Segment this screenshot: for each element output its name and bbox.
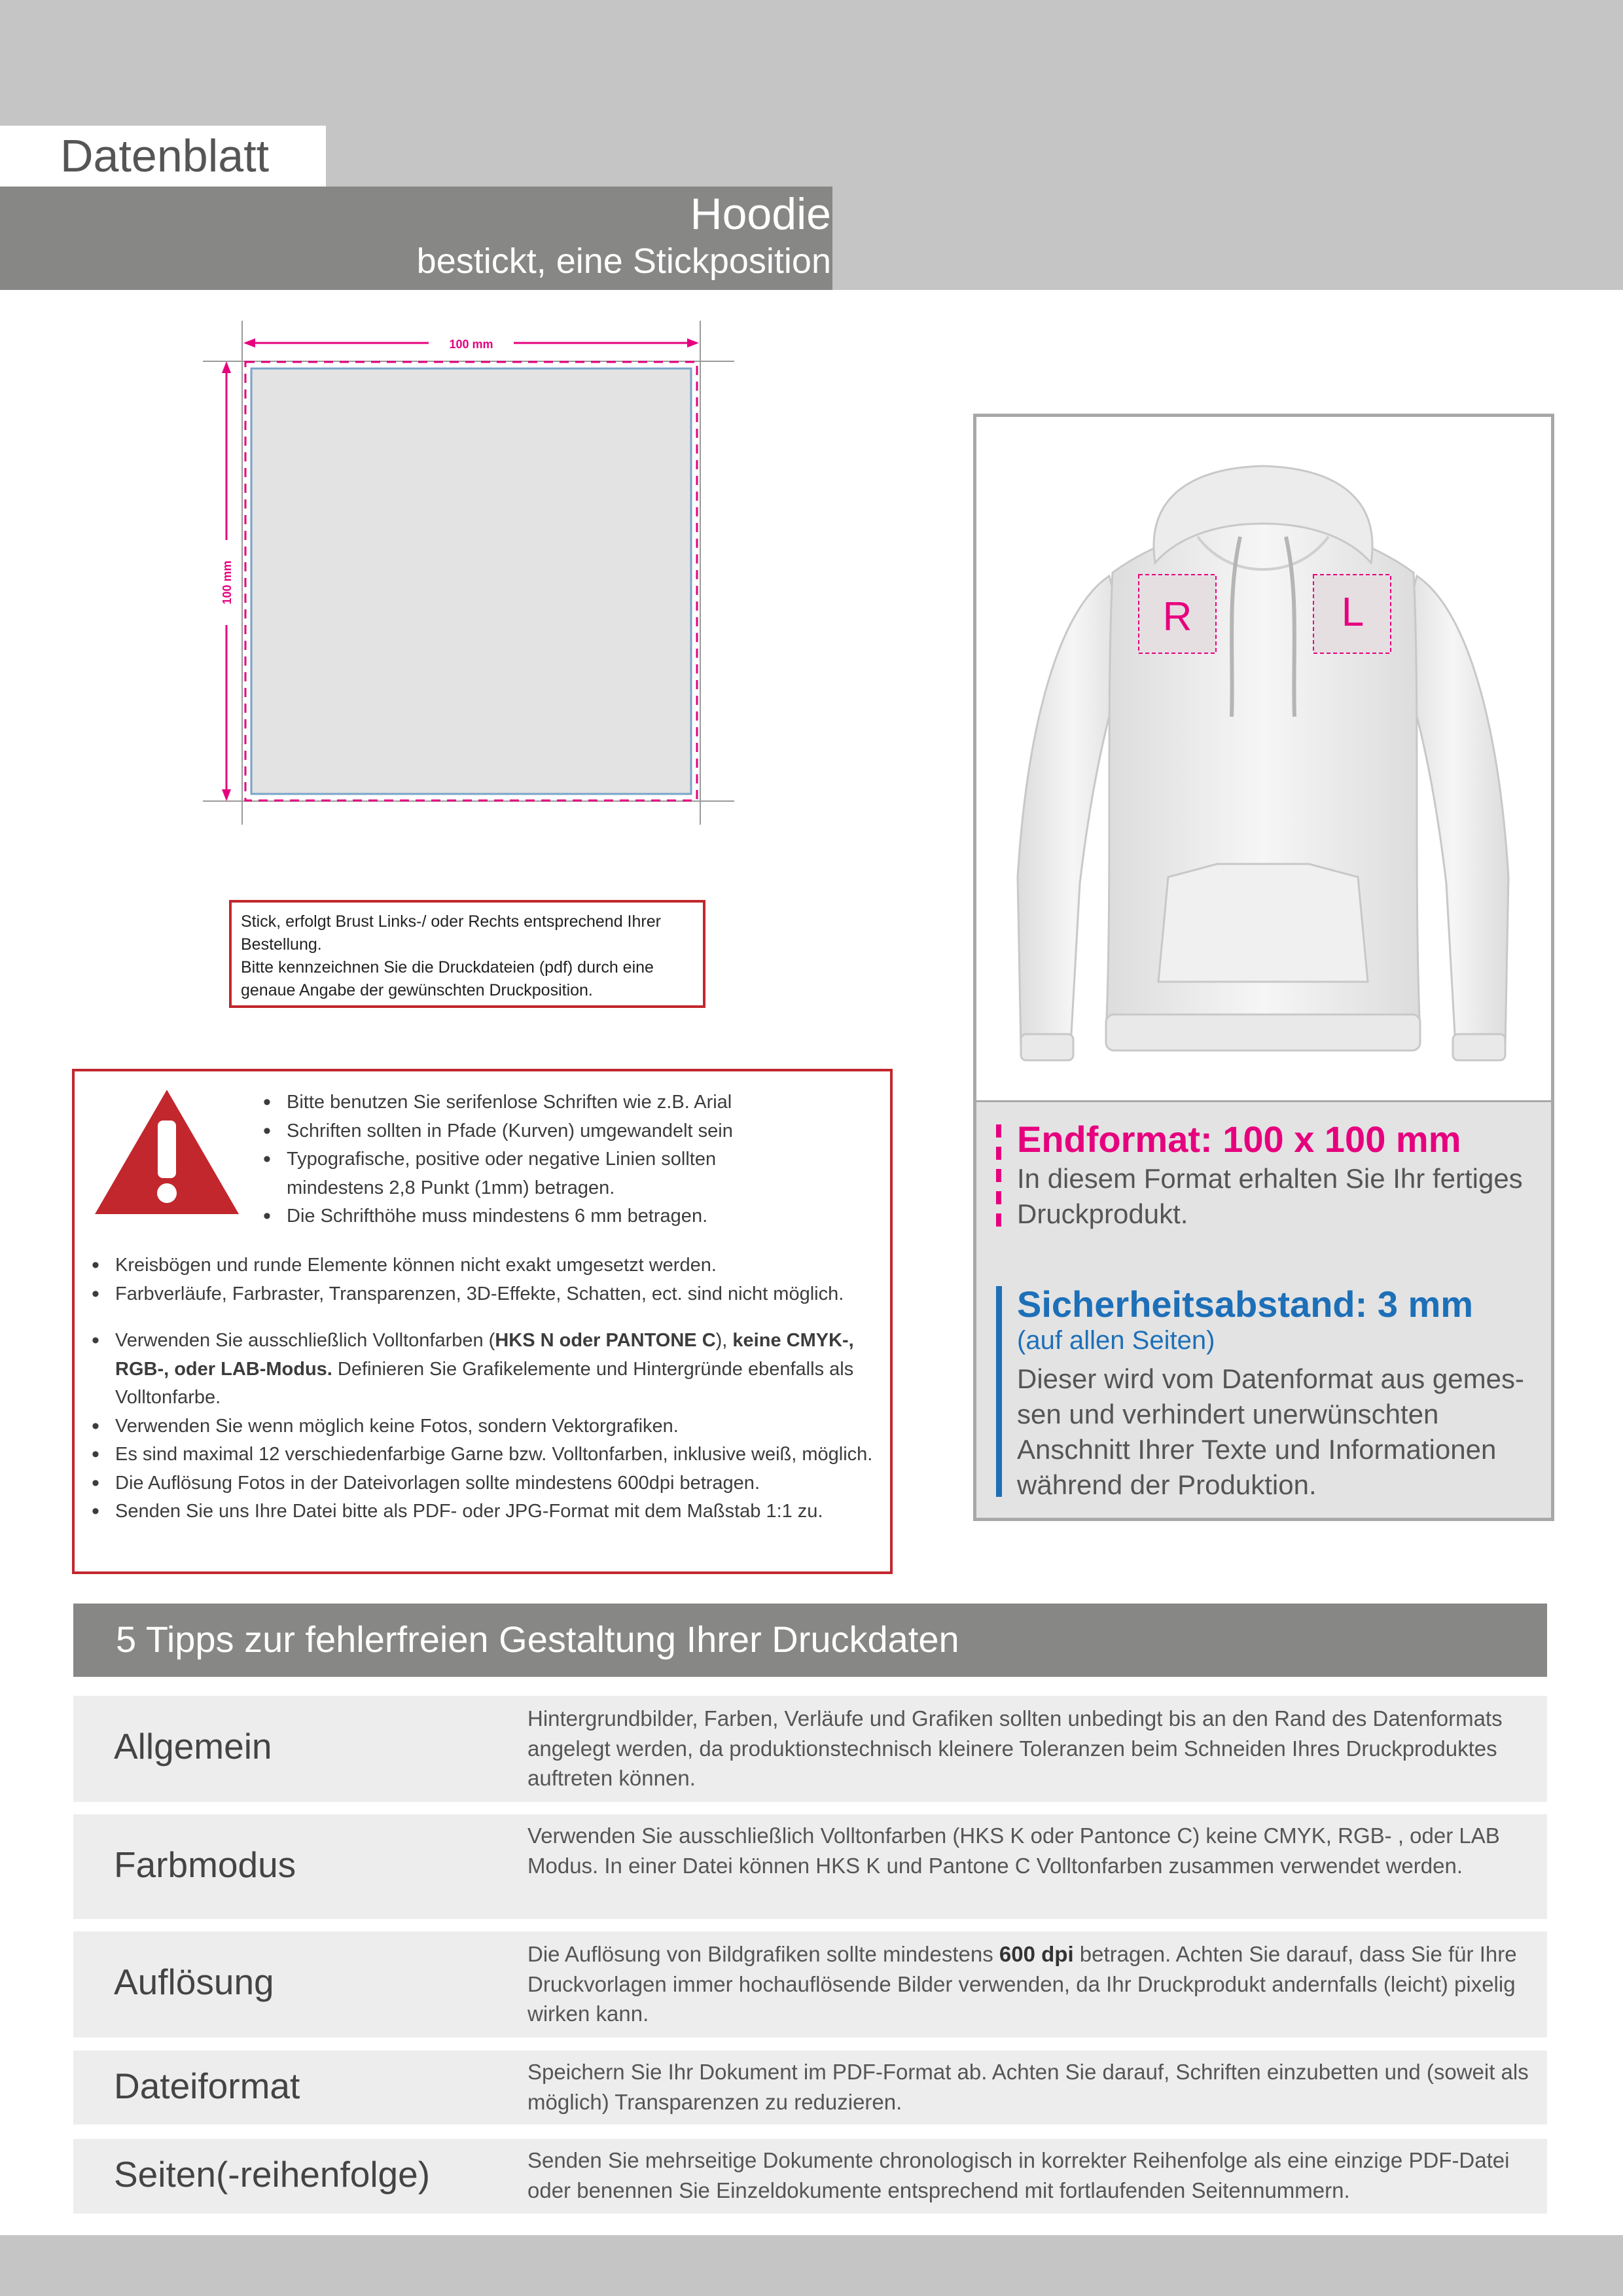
tip-row-aufloesung: [73, 1931, 1547, 2037]
tip-label: Auflösung: [114, 1962, 274, 2002]
text-segment-bold: keine CMYK-, RGB-, oder LAB-Modus.: [115, 1330, 854, 1380]
placement-note-line: Bitte kennzeichnen Sie die Druckdateien (pdf) durch eine genaue Angabe der gewünschten Druckposition.: [241, 958, 654, 999]
tip-label: Farbmodus: [114, 1844, 296, 1885]
safe-area: [251, 368, 691, 794]
document-type-label: Datenblatt: [60, 130, 270, 181]
warning-triangle-icon: [92, 1086, 242, 1217]
warning-item-volltonfarben: [92, 1327, 883, 1412]
warning-item: • Die Schrifthöhe muss mindestens 6 mm betragen.: [263, 1202, 878, 1231]
placement-note: [229, 900, 705, 1008]
tip-row-seitenreihenfolge: [73, 2139, 1547, 2214]
tip-text: Senden Sie mehrseitige Dokumente chronologisch in korrekter Reihenfolge als eine einzige PDF-Datei oder benennen Sie Einzeldokumente entsprechend mit fortlaufenden Seitennummern.: [527, 2148, 1510, 2202]
tip-label: Allgemein: [114, 1726, 272, 1767]
warning-item: • Die Auflösung Fotos in der Dateivorlagen sollte mindestens 600dpi betragen.: [92, 1469, 883, 1498]
tip-row-farbmodus: [73, 1814, 1547, 1919]
tip-text: Hintergrundbilder, Farben, Verläufe und Grafiken sollten unbedingt bis an den Rand des Datenformats angelegt werden, da produktionstechnisch kleinere Toleranzen beim Schneiden Ihres Druckproduktes auftreten können.: [527, 1706, 1503, 1790]
text-segment: betragen. Achten Sie darauf, dass Sie für Ihre Druckvorlagen immer hochauflösende Bilder verwenden, da Ihr Druckprodukt andernfalls (leicht) pixelig wirken kann.: [527, 1942, 1517, 2026]
warning-item: • Schriften sollten in Pfade (Kurven) umgewandelt sein: [263, 1117, 878, 1146]
warning-list-bottom: [92, 1327, 883, 1526]
product-title: Hoodie: [690, 189, 831, 239]
tip-text: Verwenden Sie ausschließlich Volltonfarben (HKS K oder Pantonce C) keine CMYK, RGB- , oder LAB Modus. In einer Datei können HKS K und Pantone C Volltonfarben zusammen verwendet werden.: [527, 1823, 1500, 1878]
height-label: 100 mm: [221, 560, 234, 605]
warning-list-top: [263, 1088, 878, 1231]
text-segment-bold: HKS N oder PANTONE C: [495, 1330, 716, 1351]
warning-item: • Farbverläufe, Farbraster, Transparenzen, 3D-Effekte, Schatten, ect. sind nicht möglich.: [92, 1280, 877, 1309]
tip-label: Seiten(-reihenfolge): [114, 2154, 431, 2195]
text-segment: Verwenden Sie ausschließlich Volltonfarben (: [115, 1330, 495, 1351]
text-segment: Die Auflösung von Bildgrafiken sollte mindestens: [527, 1942, 999, 1966]
endformat-title: Endformat: 100 x 100 mm: [1017, 1119, 1461, 1160]
endformat-text: In diesem Format erhalten Sie Ihr fertiges Druckprodukt.: [1017, 1163, 1523, 1229]
warning-list-mid: [92, 1251, 877, 1308]
hoodie-illustration: [1001, 458, 1525, 1073]
footer-band: [0, 2235, 1623, 2296]
warning-item: • Verwenden Sie wenn möglich keine Fotos, sondern Vektorgrafiken.: [92, 1412, 883, 1441]
text-segment-bold: 600 dpi: [999, 1942, 1074, 1966]
endformat-marker: [996, 1124, 1001, 1230]
sicherheitsabstand-subtitle: (auf allen Seiten): [1017, 1326, 1215, 1355]
tip-row-allgemein: [73, 1696, 1547, 1802]
left-marker-label: L: [1341, 590, 1364, 635]
right-marker-label: R: [1162, 594, 1192, 639]
tip-label: Dateiformat: [114, 2066, 300, 2106]
tips-title: 5 Tipps zur fehlerfreien Gestaltung Ihrer Druckdaten: [116, 1619, 959, 1660]
warning-item: • Typografische, positive oder negative Linien sollten mindestens 2,8 Punkt (1mm) betragen.: [263, 1145, 784, 1202]
tip-row-dateiformat: [73, 2051, 1547, 2125]
sicherheitsabstand-title: Sicherheitsabstand: 3 mm: [1017, 1283, 1474, 1325]
format-drawing: [203, 321, 740, 831]
tip-text: [527, 1939, 1535, 2029]
warning-item: • Bitte benutzen Sie serifenlose Schriften wie z.B. Arial: [263, 1088, 878, 1117]
product-subtitle: bestickt, eine Stickposition: [416, 242, 831, 281]
text-segment: ),: [715, 1330, 733, 1351]
warning-item: • Kreisbögen und runde Elemente können nicht exakt umgesetzt werden.: [92, 1251, 877, 1280]
placement-note-line: Stick, erfolgt Brust Links-/ oder Rechts entsprechend Ihrer Bestellung.: [241, 912, 661, 954]
sicherheitsabstand-marker: [996, 1286, 1002, 1497]
sicherheitsabstand-text: Dieser wird vom Datenformat aus gemes-sen und verhindert unerwünschten Anschnitt Ihrer Texte und Informationen während der Produktion.: [1017, 1363, 1524, 1500]
warning-item: • Senden Sie uns Ihre Datei bitte als PDF- oder JPG-Format mit dem Maßstab 1:1 zu.: [92, 1498, 883, 1526]
warning-item: • Es sind maximal 12 verschiedenfarbige Garne bzw. Volltonfarben, inklusive weiß, möglich.: [92, 1441, 883, 1469]
tip-text: Speichern Sie Ihr Dokument im PDF-Format ab. Achten Sie darauf, Schriften einzubetten und (soweit als möglich) Transparenzen zu reduzieren.: [527, 2060, 1529, 2114]
text-segment: Definieren Sie Grafikelemente und Hintergründe ebenfalls als Volltonfarbe.: [115, 1358, 854, 1408]
width-label: 100 mm: [449, 338, 493, 351]
